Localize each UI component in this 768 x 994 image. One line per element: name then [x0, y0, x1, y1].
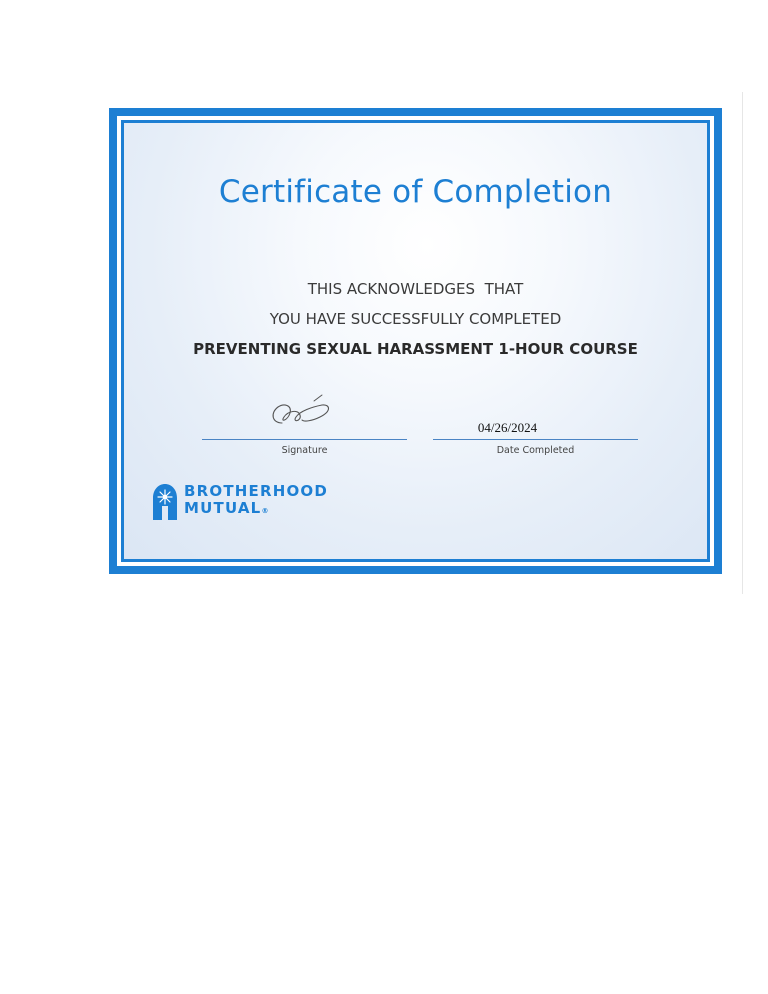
- date-block: [433, 393, 638, 456]
- course-name: PREVENTING SEXUAL HARASSMENT 1-HOUR COURSE: [193, 340, 638, 358]
- brotherhood-window-star-icon: [153, 484, 177, 520]
- logo-line-2-text: MUTUAL: [184, 499, 262, 517]
- signature-image: [262, 393, 342, 429]
- certificate: [109, 108, 722, 574]
- logo-registered-mark: ®: [261, 507, 269, 515]
- signature-caption: Signature: [281, 445, 328, 456]
- logo-line-1: BROTHERHOOD: [184, 482, 329, 500]
- date-caption: Date Completed: [496, 445, 575, 456]
- date-completed-value: 04/26/2024: [477, 420, 538, 435]
- logo-wordmark: [184, 483, 328, 520]
- acknowledgement-line-2: YOU HAVE SUCCESSFULLY COMPLETED: [269, 310, 562, 328]
- brotherhood-mutual-logo: [153, 481, 373, 525]
- certificate-panel: [124, 123, 707, 559]
- acknowledgement-line-1: THIS ACKNOWLEDGES THAT: [307, 280, 524, 298]
- signature-block: [202, 393, 407, 456]
- signature-line: [202, 439, 407, 440]
- page-edge-rule: [742, 92, 743, 594]
- logo-line-2: [184, 500, 328, 520]
- certificate-title: Certificate of Completion: [218, 174, 613, 210]
- date-line: [433, 439, 638, 440]
